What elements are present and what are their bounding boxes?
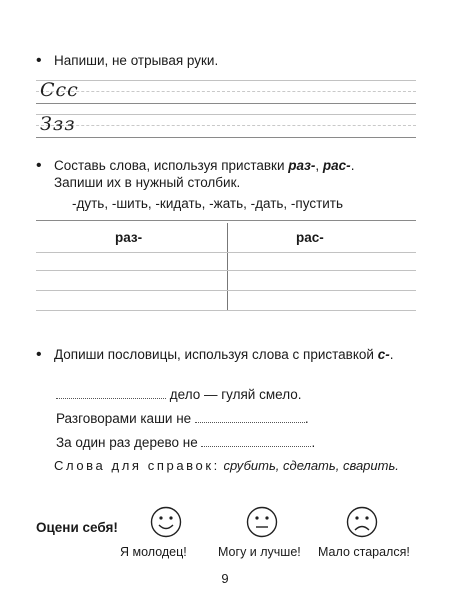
- answer-blank[interactable]: [56, 387, 166, 399]
- task3-instruction-row: [36, 346, 426, 363]
- proverb-2: Разговорами каши не .: [56, 411, 309, 426]
- table-divider: [227, 223, 228, 311]
- writing-base-line: [36, 103, 416, 104]
- task2-instruction: Составь слова, используя приставки раз-, рас-.: [54, 158, 355, 173]
- answer-blank[interactable]: [201, 435, 311, 447]
- table-top-border: [36, 220, 416, 221]
- reference-words: [54, 458, 399, 473]
- bullet-icon: •: [36, 346, 42, 363]
- smiley-sad-icon[interactable]: [346, 506, 378, 538]
- table-row-line: [36, 252, 416, 253]
- writing-guide-line: [36, 80, 416, 81]
- writing-base-line: [36, 137, 416, 138]
- caption-neutral: Могу и лучше!: [218, 545, 301, 559]
- cursive-sample-c: Ссс: [40, 79, 79, 101]
- writing-guide-line: [36, 91, 416, 92]
- table-row-line: [36, 310, 416, 311]
- reference-list: срубить, сделать, сварить.: [223, 458, 399, 473]
- task3-instruction: Допиши пословицы, используя слова с приставкой с-.: [54, 347, 394, 362]
- table-row-line: [36, 270, 416, 271]
- task2-instruction-line2: Запиши их в нужный столбик.: [54, 175, 241, 190]
- self-assessment-label: Оцени себя!: [36, 520, 118, 535]
- cursive-sample-z: Ззз: [40, 113, 76, 135]
- bullet-icon: •: [36, 52, 42, 69]
- column-header-raz: раз-: [115, 230, 143, 245]
- page-number: 9: [221, 571, 229, 586]
- table-row-line: [36, 290, 416, 291]
- smiley-happy-icon[interactable]: [150, 506, 182, 538]
- task1-instruction-row: [36, 52, 218, 69]
- writing-guide-line: [36, 125, 416, 126]
- word-endings-list: -дуть, -шить, -кидать, -жать, -дать, -пустить: [72, 196, 344, 211]
- bullet-icon: •: [36, 157, 42, 174]
- proverb-3: За один раз дерево не .: [56, 435, 316, 450]
- task1-instruction: Напиши, не отрывая руки.: [54, 53, 219, 68]
- column-header-ras: рас-: [296, 230, 324, 245]
- reference-label: Слова для справок:: [54, 458, 220, 473]
- smiley-neutral-icon[interactable]: [246, 506, 278, 538]
- answer-blank[interactable]: [195, 411, 305, 423]
- writing-guide-line: [36, 114, 416, 115]
- task2-instruction-row: [36, 157, 436, 191]
- caption-happy: Я молодец!: [120, 545, 187, 559]
- proverb-1: дело — гуляй смело.: [56, 386, 301, 403]
- caption-sad: Мало старался!: [318, 545, 410, 559]
